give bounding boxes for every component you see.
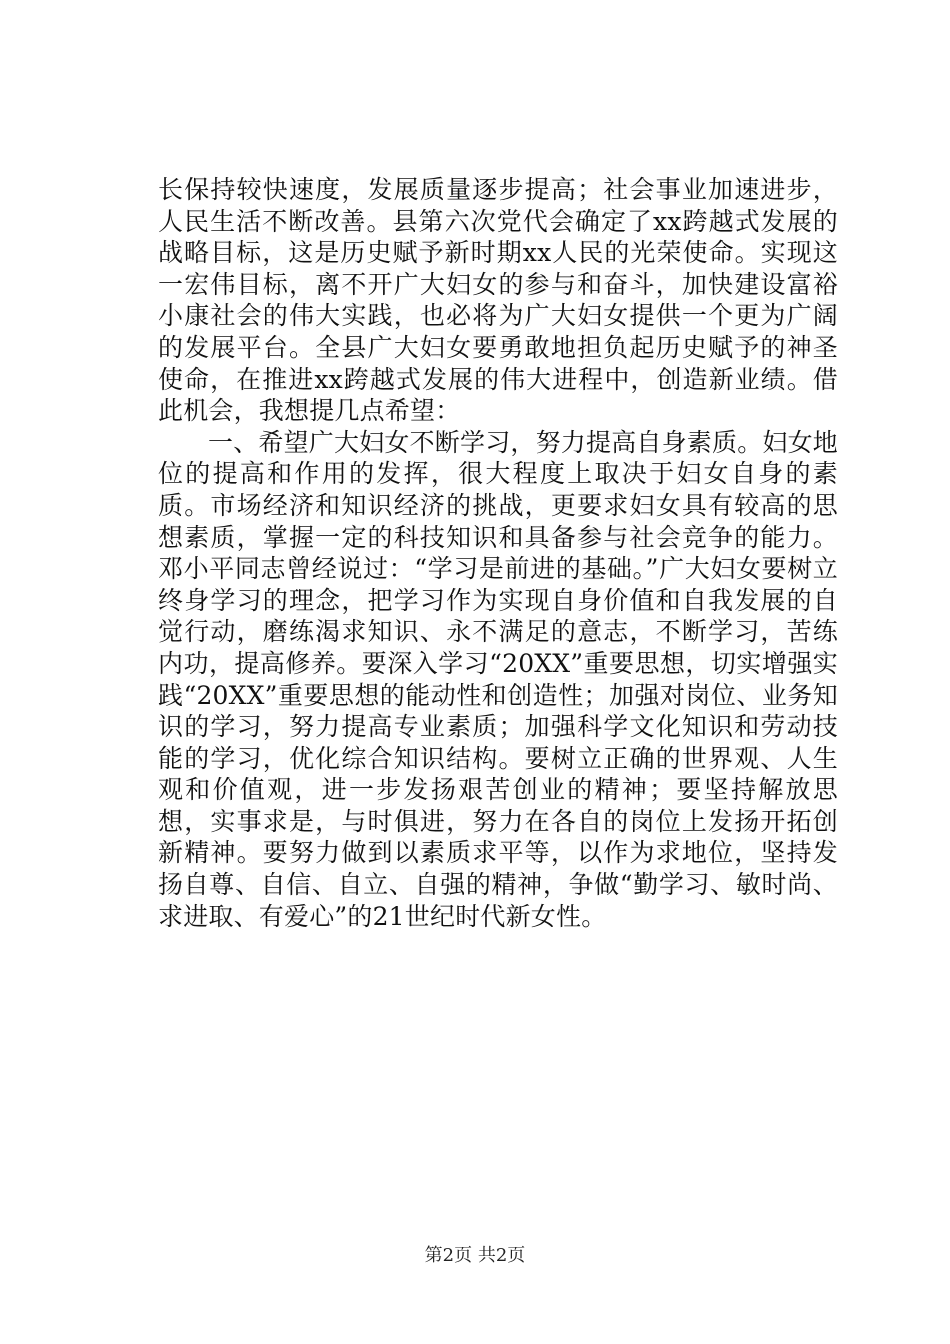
paragraph-continuation: 长保持较快速度，发展质量逐步提高；社会事业加速进步，人民生活不断改善。县第六次党代会确定了xx跨越式发展的战略目标，这是历史赋予新时期xx人民的光荣使命。实现这一宏伟目标，离不开广大妇女的参与和奋斗，加快建设富裕小康社会的伟大实践，也必将为广大妇女提供一个更为广阔的发展平台。全县广大妇女要勇敢地担负起历史赋予的神圣使命，在推进xx跨越式发展的伟大进程中，创造新业绩。借此机会，我想提几点希望： — [158, 175, 838, 426]
document-body — [158, 174, 838, 932]
paragraph-point-one: 一、希望广大妇女不断学习，努力提高自身素质。妇女地位的提高和作用的发挥，很大程度上取决于妇女自身的素质。市场经济和知识经济的挑战，更要求妇女具有较高的思想素质，掌握一定的科技知识和具备参与社会竞争的能力。邓小平同志曾经说过：“学习是前进的基础。”广大妇女要树立终身学习的理念，把学习作为实现自身价值和自我发展的自觉行动，磨练渴求知识、永不满足的意志，不断学习，苦练内功，提高修养。要深入学习“20XX”重要思想，切实增强实践“20XX”重要思想的能动性和创造性；加强对岗位、业务知识的学习，努力提高专业素质；加强科学文化知识和劳动技能的学习，优化综合知识结构。要树立正确的世界观、人生观和价值观，进一步发扬艰苦创业的精神；要坚持解放思想，实事求是，与时俱进，努力在各自的岗位上发扬开拓创新精神。要努力做到以素质求平等，以作为求地位，坚持发扬自尊、自信、自立、自强的精神，争做“勤学习、敏时尚、求进取、有爱心”的21世纪时代新女性。 — [158, 427, 839, 931]
page-number-footer: 第2页 共2页 — [424, 1245, 526, 1266]
